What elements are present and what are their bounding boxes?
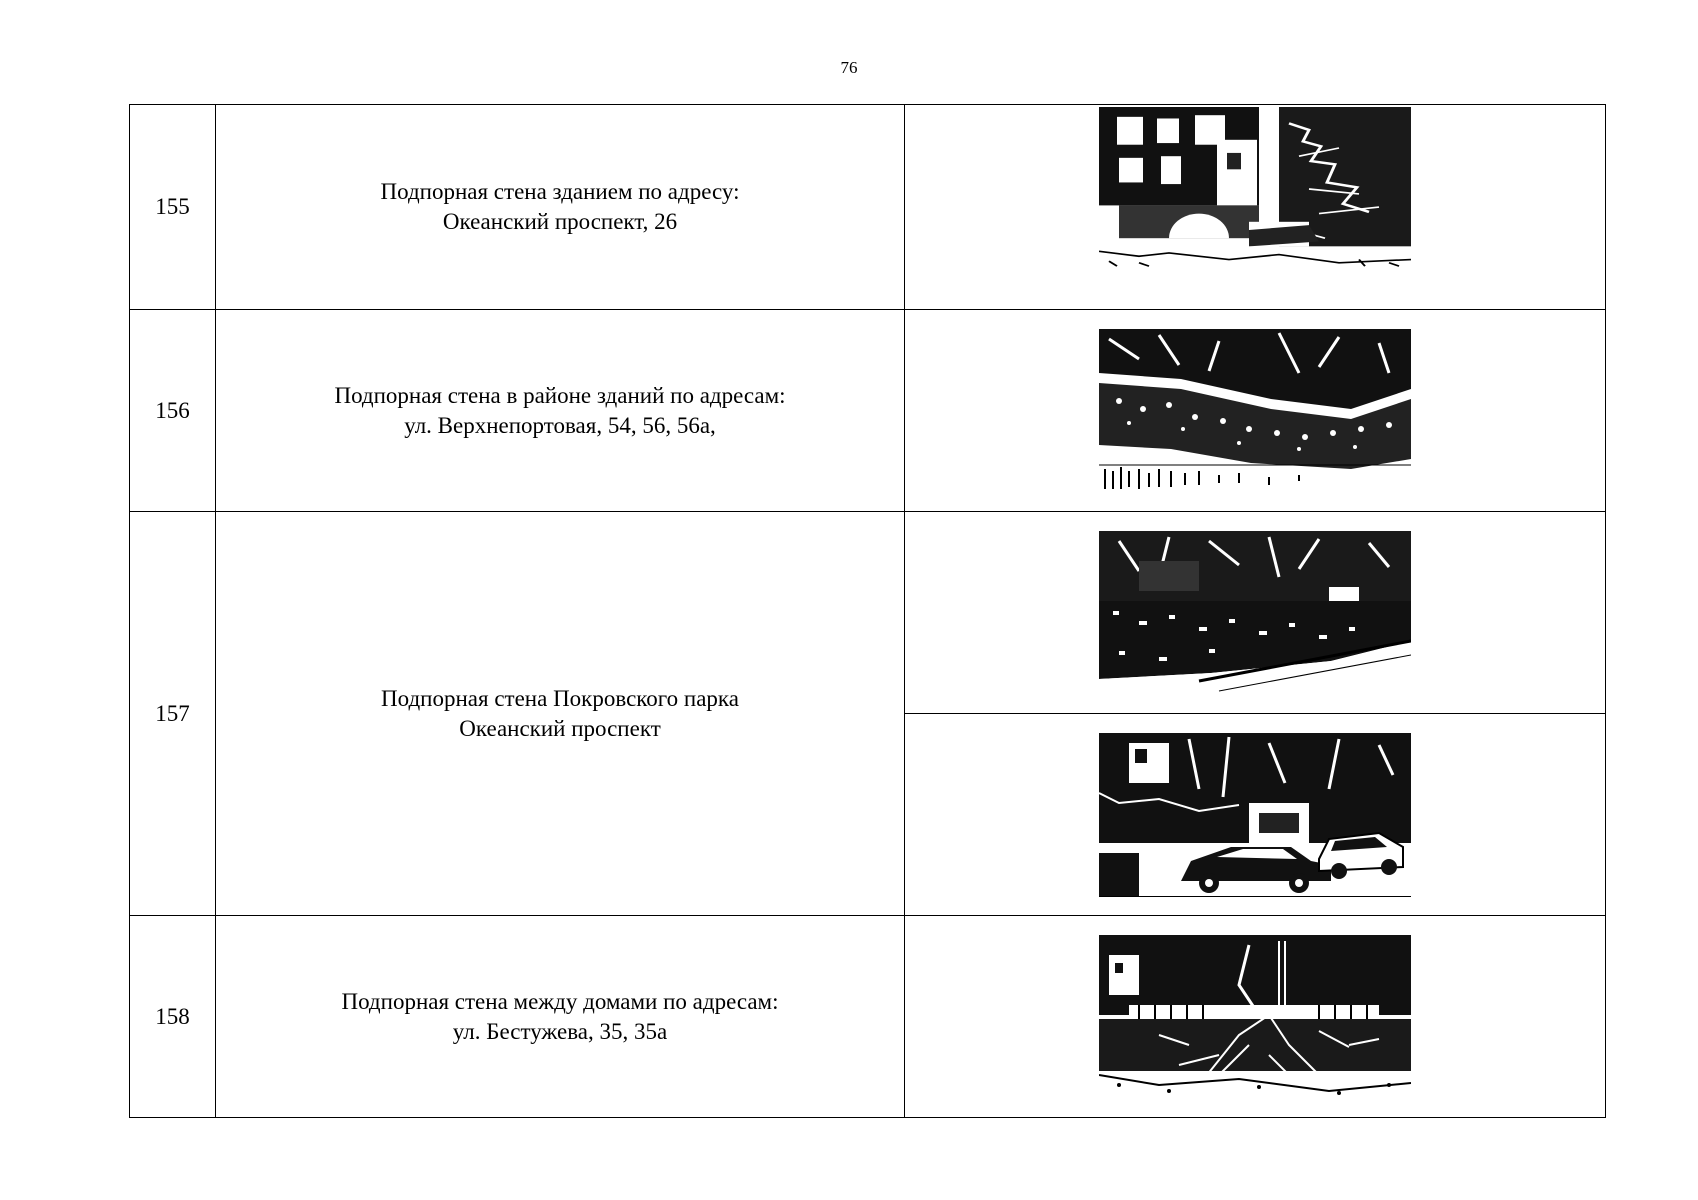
table-row: [130, 916, 1606, 1118]
address-line: Океанский проспект: [459, 715, 661, 741]
address-line: ул. Бестужева, 35, 35а: [452, 1018, 668, 1044]
photo-cell: [905, 310, 1606, 512]
stone-wall-slope-photo: [1099, 329, 1411, 493]
row-number: 155: [130, 105, 216, 310]
description-line: Подпорная стена Покровского парка: [381, 685, 739, 711]
building-courtyard-photo: [1099, 107, 1411, 307]
page-number: 76: [840, 58, 858, 77]
row-number: 157: [130, 512, 216, 916]
table-row: [130, 512, 1606, 714]
row-description: [216, 310, 905, 512]
photo-cell: [905, 105, 1606, 310]
table-row: [130, 310, 1606, 512]
park-wall-sidewalk-photo: [1099, 531, 1411, 695]
fallen-tree-wall-photo: [1099, 935, 1411, 1099]
address-line: Океанский проспект, 26: [442, 209, 678, 234]
photo-cell: [905, 916, 1606, 1118]
photo-cell: [905, 714, 1606, 916]
row-description: [216, 105, 905, 310]
address-line: ул. Верхнепортовая, 54, 56, 56а,: [404, 412, 716, 438]
row-description: [216, 916, 905, 1118]
row-description: [216, 512, 905, 916]
retaining-walls-table: [129, 104, 1606, 1118]
description-line: Подпорная стена между домами по адресам:: [341, 988, 779, 1014]
table-row: [130, 105, 1606, 310]
photo-cell: [905, 512, 1606, 714]
park-wall-cars-photo: [1099, 733, 1411, 897]
row-number: 158: [130, 916, 216, 1118]
description-line: Подпорная стена зданием по адресу:: [380, 179, 740, 204]
description-line: Подпорная стена в районе зданий по адресам:: [334, 382, 786, 408]
row-number: 156: [130, 310, 216, 512]
